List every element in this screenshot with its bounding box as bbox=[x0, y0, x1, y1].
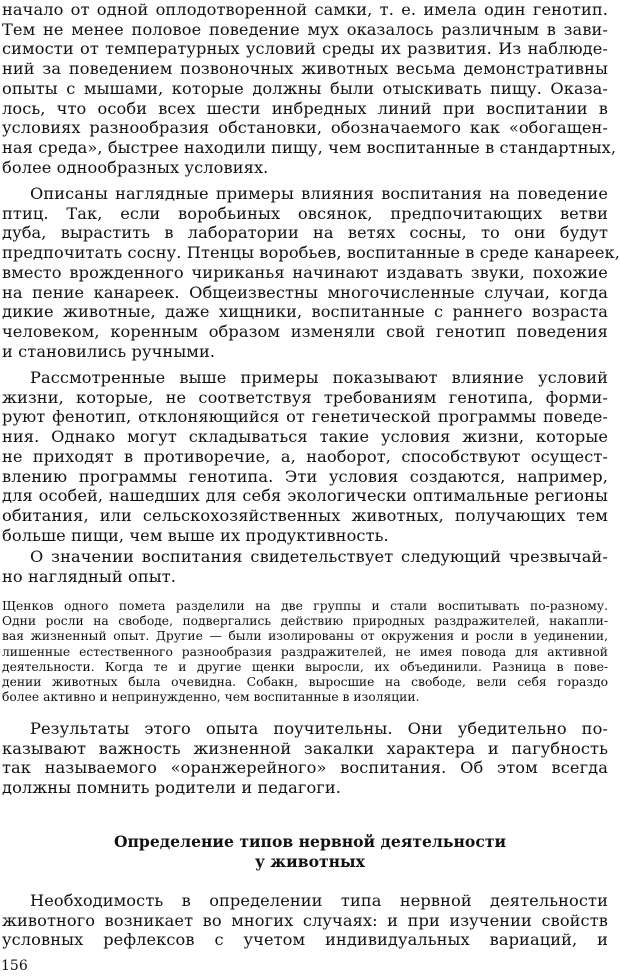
note-line: лишенные естественного разнообразия раздражителей, не имея повода для активной bbox=[2, 644, 608, 659]
text-line: дикие животные, даже хищники, воспитанные с раннего возраста bbox=[2, 302, 608, 322]
text-line: на пение канареек. Общеизвестны многочисленные случаи, когда bbox=[2, 282, 608, 302]
text-line: и становились ручными. bbox=[2, 341, 216, 361]
text-line: вместо врожденного чириканья начинают издавать звуки, похожие bbox=[2, 262, 608, 282]
text-line: опыты с мышами, которые должны были отыскивать пищу. Оказа- bbox=[2, 78, 608, 98]
text-line: Результаты этого опыта поучительны. Они убедительно по- bbox=[30, 719, 608, 738]
text-line: влению программы генотипа. Эти условия создаются, например, bbox=[2, 466, 608, 486]
text-line: ная среда», быстрее находили пищу, чем воспитанные в стандартных, bbox=[2, 137, 617, 157]
note-line: Щенков одного помета разделили на две группы и стали воспитывать по-разному. bbox=[2, 599, 608, 613]
page-number: 156 bbox=[1, 958, 28, 974]
text-line: животного возникает во многих случаях: и при изучении свойств bbox=[2, 910, 608, 930]
text-line: казывают важность жизненной закалки характера и пагубность bbox=[2, 738, 608, 758]
paragraph-results bbox=[2, 719, 608, 798]
paragraph-nervous-types bbox=[2, 891, 608, 950]
paragraph-living-conditions bbox=[2, 368, 608, 545]
note-line: Одни росли на свободе, подвергались действию природных раздражителей, накапли- bbox=[2, 614, 608, 629]
text-line: более однообразных условиях. bbox=[2, 157, 269, 177]
text-line: для особей, нашедших для себя экологически оптимальные регионы bbox=[2, 486, 608, 506]
note-line: дении животных была очевидна. Собакн, выросшие на свободе, вели себя гораздо bbox=[2, 675, 608, 690]
text-line: предпочитать сосну. Птенцы воробьев, воспитанные в среде канареек, bbox=[2, 243, 620, 263]
text-line: жизни, которые, не соответствуя требованиям генотипа, форми- bbox=[2, 387, 608, 407]
heading-line: у животных bbox=[255, 852, 365, 871]
paragraph-experiment-intro bbox=[2, 547, 608, 586]
text-line: Описаны наглядные примеры влияния воспитания на поведение bbox=[30, 184, 608, 203]
text-line: птиц. Так, если воробьиных овсянок, предпочитающих ветви bbox=[2, 203, 608, 223]
note-line: более активно и непринужденно, чем воспитанные в изоляции. bbox=[2, 690, 420, 705]
text-line: больше пищи, чем выше их продуктивность. bbox=[2, 525, 389, 545]
text-line: не приходят в противоречие, а, наоборот, способствуют осущест- bbox=[2, 446, 608, 466]
text-line: условных рефлексов с учетом индивидуальных вариаций, и bbox=[2, 930, 608, 950]
text-line: человеком, коренным образом изменяли свой генотип поведения bbox=[2, 321, 608, 341]
text-line: начало от одной оплодотворенной самки, т. е. имела один генотип. bbox=[2, 0, 608, 19]
note-line: деятельности. Когда те и другие щенки выросли, их объединили. Разница в пове- bbox=[2, 659, 608, 674]
text-line: Тем не менее половое поведение мух оказалось различным в зави- bbox=[2, 19, 608, 39]
text-line: ний за поведением позвоночных животных весьма демонстративны bbox=[2, 59, 608, 79]
text-line: симости от температурных условий среды их развития. Из наблюде- bbox=[2, 39, 608, 59]
text-line: О значении воспитания свидетельствует следующий чрезвычай- bbox=[30, 547, 608, 566]
section-heading bbox=[0, 832, 620, 872]
text-line: лось, что особи всех шести инбредных линий при воспитании в bbox=[2, 98, 608, 118]
text-line: но наглядный опыт. bbox=[2, 566, 176, 586]
text-line: Рассмотренные выше примеры показывают влияние условий bbox=[30, 368, 608, 387]
text-line: обитания, или сельскохозяйственных животных, получающих тем bbox=[2, 505, 608, 525]
paragraph-bird-examples bbox=[2, 184, 620, 361]
text-line: руют фенотип, отклоняющийся от генетической программы поведе- bbox=[2, 407, 608, 427]
heading-line: Определение типов нервной деятельности bbox=[113, 832, 507, 851]
text-line: должны помнить родители и педагоги. bbox=[2, 778, 342, 798]
paragraph-mice-experiment bbox=[2, 0, 617, 177]
experiment-note bbox=[2, 599, 608, 705]
text-line: Необходимость в определении типа нервной деятельности bbox=[30, 891, 608, 910]
text-line: так называемого «оранжерейного» воспитания. Об этом всегда bbox=[2, 758, 608, 778]
text-line: дуба, вырастить в лаборатории на ветях сосны, то они будут bbox=[2, 223, 608, 243]
note-line: вая жизненный опыт. Другие — были изолированы от окружения и росли в уединении, bbox=[2, 629, 608, 644]
text-line: ния. Однако могут складываться такие условия жизни, которые bbox=[2, 427, 608, 447]
text-line: условиях разнообразия обстановки, обозначаемого как «обогащен- bbox=[2, 118, 608, 138]
